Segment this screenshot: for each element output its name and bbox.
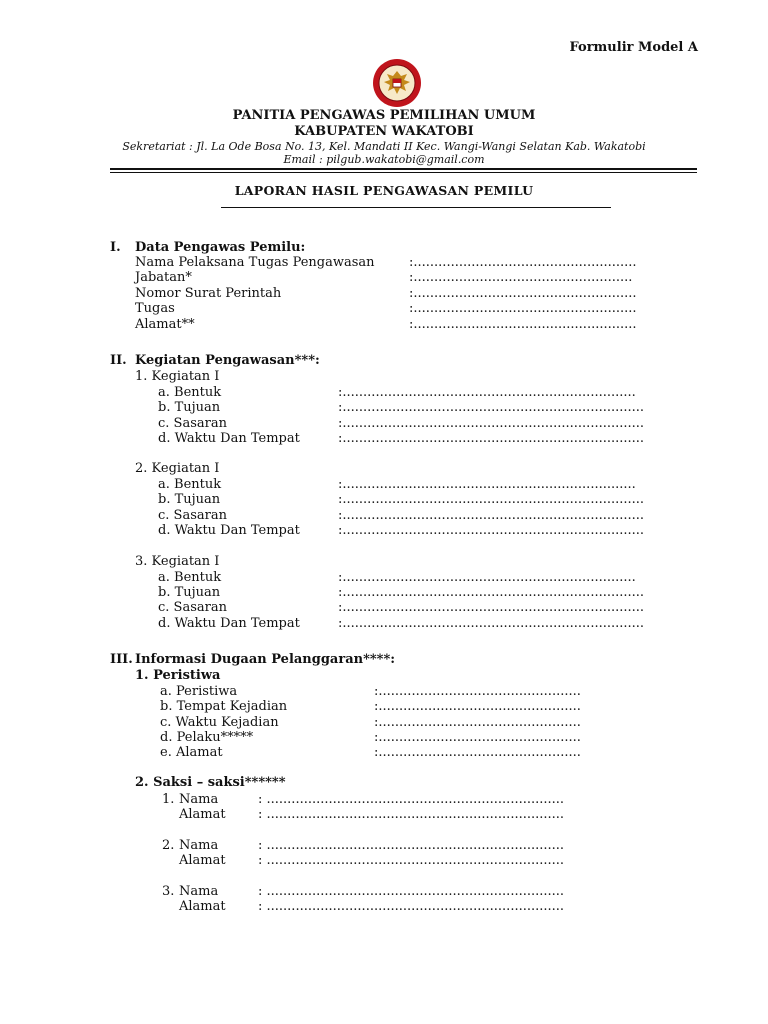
witness-name-label: Nama bbox=[179, 838, 219, 853]
activity-title: 2. Kegiatan I bbox=[135, 461, 220, 476]
witness-number: 3. bbox=[162, 884, 175, 899]
witness-number: 2. bbox=[162, 838, 175, 853]
incident-item-label: a. Peristiwa bbox=[160, 684, 238, 699]
activity-item-value[interactable]: :......................................................................... bbox=[338, 616, 645, 631]
witness-name-value[interactable]: : ........................................................................ bbox=[258, 792, 565, 807]
incident-item-value[interactable]: :................................................. bbox=[374, 715, 581, 730]
section1-number: I. bbox=[110, 240, 121, 255]
activity-item-value[interactable]: :......................................................................... bbox=[338, 508, 645, 523]
activity-item-label: b. Tujuan bbox=[158, 492, 221, 507]
activity-item-label: c. Sasaran bbox=[158, 600, 227, 615]
field-label: Nomor Surat Perintah bbox=[135, 286, 282, 301]
field-value[interactable]: :...................................................... bbox=[409, 255, 637, 270]
activity-item-label: a. Bentuk bbox=[158, 570, 222, 585]
field-label: Tugas bbox=[135, 301, 175, 316]
field-value[interactable]: :...................................................... bbox=[409, 301, 637, 316]
activity-item-value[interactable]: :....................................................................... bbox=[338, 477, 636, 492]
header-divider-thin bbox=[110, 172, 697, 173]
activity-item-value[interactable]: :......................................................................... bbox=[338, 492, 645, 507]
org-name-line2: KABUPATEN WAKATOBI bbox=[294, 124, 474, 139]
activity-item-label: b. Tujuan bbox=[158, 585, 221, 600]
incident-item-value[interactable]: :................................................. bbox=[374, 730, 581, 745]
activity-item-label: d. Waktu Dan Tempat bbox=[158, 431, 300, 446]
incident-item-value[interactable]: :................................................. bbox=[374, 699, 581, 714]
document-title: LAPORAN HASIL PENGAWASAN PEMILU bbox=[234, 183, 534, 198]
activity-item-value[interactable]: :......................................................................... bbox=[338, 416, 645, 431]
section1-heading: Data Pengawas Pemilu: bbox=[135, 240, 306, 255]
witness-number: 1. bbox=[162, 792, 175, 807]
incident-item-label: b. Tempat Kejadian bbox=[160, 699, 288, 714]
form-model-label: Formulir Model A bbox=[569, 40, 698, 55]
activity-item-label: d. Waktu Dan Tempat bbox=[158, 523, 300, 538]
activity-item-value[interactable]: :......................................................................... bbox=[338, 585, 645, 600]
garuda-emblem-icon bbox=[372, 58, 422, 108]
activity-item-label: c. Sasaran bbox=[158, 416, 227, 431]
witness-address-label: Alamat bbox=[179, 807, 226, 822]
incident-item-value[interactable]: :................................................. bbox=[374, 684, 581, 699]
incident-item-label: d. Pelaku***** bbox=[160, 730, 254, 745]
section3-heading: Informasi Dugaan Pelanggaran****: bbox=[135, 652, 396, 667]
contact-email: Email : pilgub.wakatobi@gmail.com bbox=[283, 153, 485, 166]
org-name-line1: PANITIA PENGAWAS PEMILIHAN UMUM bbox=[232, 108, 536, 123]
activity-item-value[interactable]: :......................................................................... bbox=[338, 431, 645, 446]
witness-name-value[interactable]: : ........................................................................ bbox=[258, 884, 565, 899]
section2-number: II. bbox=[110, 353, 127, 368]
section2-heading: Kegiatan Pengawasan***: bbox=[135, 353, 320, 368]
witness-address-value[interactable]: : ........................................................................ bbox=[258, 899, 565, 914]
sub-heading-peristiwa: 1. Peristiwa bbox=[135, 668, 221, 683]
activity-item-label: c. Sasaran bbox=[158, 508, 227, 523]
witness-address-value[interactable]: : ........................................................................ bbox=[258, 853, 565, 868]
field-value[interactable]: :...................................................... bbox=[409, 317, 637, 332]
sub-heading-saksi: 2. Saksi – saksi****** bbox=[135, 775, 286, 790]
section3-number: III. bbox=[110, 652, 133, 667]
activity-item-value[interactable]: :....................................................................... bbox=[338, 570, 636, 585]
witness-name-label: Nama bbox=[179, 792, 219, 807]
activity-item-value[interactable]: :......................................................................... bbox=[338, 523, 645, 538]
activity-item-label: b. Tujuan bbox=[158, 400, 221, 415]
witness-address-label: Alamat bbox=[179, 853, 226, 868]
field-label: Nama Pelaksana Tugas Pengawasan bbox=[135, 255, 375, 270]
field-label: Alamat** bbox=[135, 317, 195, 332]
witness-name-label: Nama bbox=[179, 884, 219, 899]
secretariat-address: Sekretariat : Jl. La Ode Bosa No. 13, Kel. Mandati II Kec. Wangi-Wangi Selatan Kab. Wakatobi bbox=[122, 140, 646, 153]
witness-address-value[interactable]: : ........................................................................ bbox=[258, 807, 565, 822]
header-divider bbox=[110, 168, 697, 170]
incident-item-value[interactable]: :................................................. bbox=[374, 745, 581, 760]
field-value[interactable]: :...................................................... bbox=[409, 286, 637, 301]
activity-item-label: a. Bentuk bbox=[158, 385, 222, 400]
activity-title: 1. Kegiatan I bbox=[135, 369, 220, 384]
activity-item-label: a. Bentuk bbox=[158, 477, 222, 492]
witness-name-value[interactable]: : ........................................................................ bbox=[258, 838, 565, 853]
incident-item-label: e. Alamat bbox=[160, 745, 223, 760]
field-value[interactable]: :..................................................... bbox=[409, 270, 633, 285]
incident-item-label: c. Waktu Kejadian bbox=[160, 715, 279, 730]
title-underline bbox=[221, 207, 611, 208]
activity-title: 3. Kegiatan I bbox=[135, 554, 220, 569]
activity-item-label: d. Waktu Dan Tempat bbox=[158, 616, 300, 631]
witness-address-label: Alamat bbox=[179, 899, 226, 914]
activity-item-value[interactable]: :....................................................................... bbox=[338, 385, 636, 400]
field-label: Jabatan* bbox=[135, 270, 192, 285]
activity-item-value[interactable]: :......................................................................... bbox=[338, 400, 645, 415]
activity-item-value[interactable]: :......................................................................... bbox=[338, 600, 645, 615]
